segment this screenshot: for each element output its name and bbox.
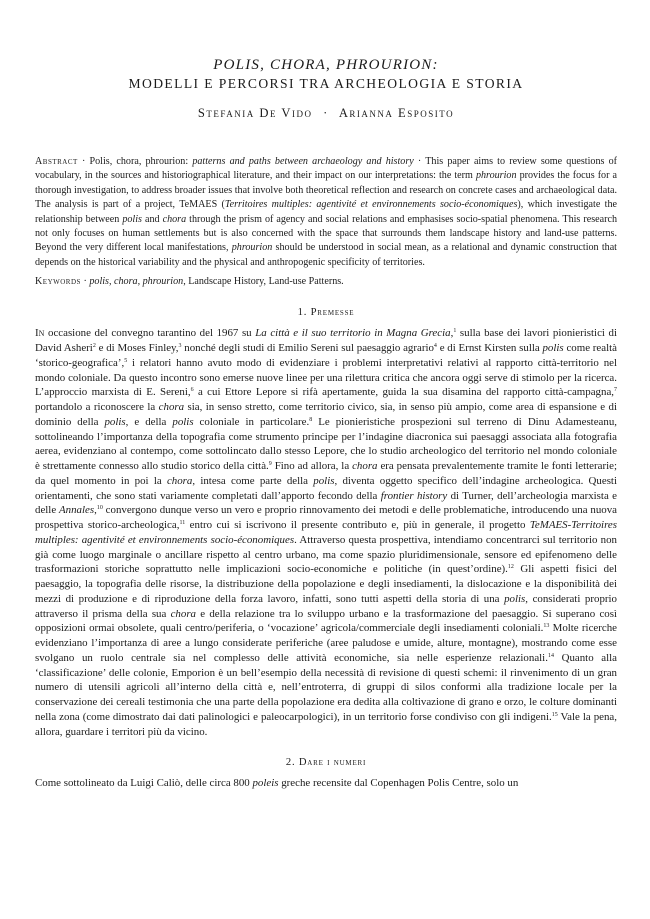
footnote-ref-15[interactable]: 15 bbox=[551, 711, 558, 718]
footnote-ref-9[interactable]: 9 bbox=[268, 461, 272, 467]
footnote-ref-2[interactable]: 2 bbox=[92, 343, 96, 349]
abstract-text: ), which investigate the relationship between bbox=[35, 199, 617, 225]
body-text: , bbox=[450, 327, 454, 340]
body-text: Gli aspetti fisici del paesaggio, la topografia delle risorse, la distribuzione della popolazione e degli insediamenti, la dislocazione e la disponibilità dei mezzi di produzione e di riproduzione della forza lavoro, infatti, sono tutti aspetti della storia di una bbox=[35, 563, 617, 605]
body-text: Come sottolineato da Luigi Caliò, delle circa 800 bbox=[35, 777, 253, 790]
abstract-text: provides the focus for a thorough investigation, to address broader issues that involve both theoretical reflection and research on concrete cases and archaeological data. The analysis is part of a project, TeMAES ( bbox=[35, 170, 617, 211]
footnote-ref-1[interactable]: 1 bbox=[453, 328, 457, 335]
footnote-ref-7[interactable]: 7 bbox=[614, 387, 617, 394]
body-text-italic: chora bbox=[352, 460, 378, 472]
section-1-paragraph bbox=[35, 326, 617, 739]
body-text: e di Ernst Kirsten sulla bbox=[436, 342, 543, 354]
body-text: entro cui si iscrivono il presente contributo e, più in generale, il progetto bbox=[185, 519, 530, 531]
body-text: Fino ad allora, la bbox=[271, 460, 353, 472]
abstract-text: Polis, chora, phrourion bbox=[89, 156, 186, 167]
abstract-text-italic: polis bbox=[122, 213, 142, 225]
abstract-text: : bbox=[185, 156, 193, 167]
body-text: sulla base dei lavori pionieristici di David Asheri bbox=[35, 327, 618, 354]
keywords-text-italic: polis, chora, phrourion bbox=[89, 276, 184, 288]
body-text: nonché degli studi di Emilio Sereni sul paesaggio agrario bbox=[181, 342, 434, 354]
body-text: Molte ricerche evidenziano l’importanza di aree a lungo considerate periferiche (aree paludose e umide, alture, montagne), mostrando come esse svolgano un ruolo centrale sia nel complesso delle attività economiche, sia nelle esperienze relazionali. bbox=[35, 622, 617, 664]
keywords-separator: · bbox=[83, 276, 87, 288]
keywords bbox=[35, 275, 617, 289]
footnote-ref-11[interactable]: 11 bbox=[179, 520, 186, 526]
body-text: Quanto alla ‘classificazione’ delle colonie, Emporion è un bell’esempio della necessità di revisione di questi schemi: il rinvenimento di un gran numero di utensili agricoli all’interno della città e, nell’entroterra, di gruppi di silos conformi alla tradizione locale per la conservazione dei cereali testimonia che una parte della popolazione era dedita alla coltivazione di grano e orzo, le colture dominanti nella zona (come dimostrato dai dati palinologici e paleocarpologici), in un territorio forse condiviso con gli indigeni. bbox=[35, 651, 617, 723]
section-2-heading: 2. Dare i numeri bbox=[285, 757, 367, 769]
footnote-ref-13[interactable]: 13 bbox=[543, 623, 550, 630]
body-text: a cui Ettore Lepore si rifà apertamente, guida la sua disamina del rapporto città-campagna, bbox=[193, 386, 614, 399]
footnote-ref-14[interactable]: 14 bbox=[547, 652, 554, 659]
abstract-text-italic: patterns and paths between archaeology and history bbox=[192, 156, 414, 167]
body-text: sia, in senso stretto, come territorio civico, sia, in senso più ampio, come area di espansione e di dominio della bbox=[35, 401, 617, 428]
body-text: coloniale in particolare. bbox=[193, 415, 310, 428]
body-text-italic: polis bbox=[542, 342, 564, 354]
body-text: . Attraverso questa prospettiva, intendiamo concentrarci sul territorio non già come luogo marginale o ancillare rispetto al centro urbano, ma come spazio pluridimensionale, sensore ed epifenomeno delle trasformazioni storiche soprattutto nelle implicazioni socio-economiche e politiche (in quest’ordine). bbox=[35, 533, 617, 576]
abstract-separator: · bbox=[81, 156, 86, 167]
body-text: , intesa come parte della bbox=[192, 474, 314, 487]
body-text: Le pionieristiche prospezioni sul terreno di Dinu Adamesteanu, sottolineando l’importanza della topografia come strumento principe per l’indagine diacronica sui paesaggi associata alla fotografia aerea, evidenziano al contempo, come sottolincato dallo stesso Lepore, che lo studio archeologico del territorio nel mondo coloniale è strettamente connesso allo studio storico della città. bbox=[35, 415, 617, 472]
body-text: , considerati proprio attraverso il prisma della sua bbox=[35, 592, 617, 620]
footnote-ref-5[interactable]: 5 bbox=[124, 357, 128, 364]
paper-title-line-2: MODELLI E PERCORSI TRA ARCHEOLOGIA E STORIA bbox=[128, 76, 524, 91]
body-text: , diventa oggetto specifico dell’indagine archeologica. Questi orientamenti, che sono stati variamente completati dall’apporto fecondo della bbox=[35, 474, 617, 502]
body-text: , bbox=[94, 504, 97, 517]
paper-title-line-1: POLIS, CHORA, PHROURION: bbox=[213, 57, 439, 73]
author-separator: · bbox=[323, 106, 329, 120]
abstract-text: and bbox=[141, 213, 163, 225]
footnote-ref-4[interactable]: 4 bbox=[433, 343, 437, 349]
body-text-italic: chora bbox=[158, 401, 185, 413]
section-1-heading: 1. Premesse bbox=[297, 307, 355, 319]
keywords-label: Keywords bbox=[35, 276, 81, 288]
abstract-text-italic: chora bbox=[162, 213, 187, 225]
abstract bbox=[35, 155, 617, 270]
body-text-italic: poleis bbox=[252, 777, 279, 790]
body-text: e di Moses Finley, bbox=[95, 342, 179, 354]
body-text-italic: polis bbox=[104, 415, 126, 428]
abstract-text-italic: phrourion bbox=[475, 170, 517, 182]
abstract-text: · This paper aims to review some questions of vocabulary, in the sources and historiographical literature, and their impact on our interpretations: the term bbox=[35, 156, 618, 182]
body-text-italic: polis bbox=[172, 415, 194, 428]
body-text: come realtà ‘storico-geografica’, bbox=[35, 342, 617, 369]
body-text-italic: Annales bbox=[59, 504, 95, 517]
author-2: Arianna Esposito bbox=[338, 106, 455, 120]
body-text: greche recensite dal Copenhagen Polis Centre, solo un bbox=[278, 777, 519, 790]
body-text-italic: polis bbox=[313, 474, 335, 487]
abstract-text: should be understood in social mean, as a relational and dynamic construction that depends on the historical variability and the physical and anthropogenic specificity of territories. bbox=[35, 242, 617, 268]
body-text-italic: La città e il suo territorio in Magna Grecia bbox=[255, 327, 451, 340]
body-text: portandolo a riconoscere la bbox=[35, 401, 159, 413]
body-text-italic: chora bbox=[170, 607, 197, 620]
footnote-ref-3[interactable]: 3 bbox=[178, 343, 182, 349]
footnote-ref-12[interactable]: 12 bbox=[507, 564, 514, 571]
body-text: Vale la pena, allora, guardare i territori più da vicino. bbox=[35, 710, 617, 738]
footnote-ref-10[interactable]: 10 bbox=[96, 505, 103, 512]
author-1: Stefania De Vido bbox=[197, 106, 313, 120]
body-text: e della relazione tra lo sviluppo urbano e la trasformazione del paesaggio. Si superano così opposizioni ormai obsolete, quali centro/periferia, o ‘vocazione’ agricola/commerciale degli insediamenti coloniali. bbox=[35, 607, 617, 635]
keywords-text: , Landscape History, Land-use Patterns. bbox=[183, 276, 344, 288]
abstract-text: through the prism of agency and social relations and emphasises socio-spatial phenomena. This research not only focuses on human settlements but is also concerned with the space that surrounds them landscape history and land-use patterns. Beyond the very different local manifestations, bbox=[35, 213, 617, 254]
body-text-italic: TeMAES-Territoires multiples: agentivité et environnements socio-économiques bbox=[35, 519, 617, 546]
body-text-italic: chora bbox=[166, 474, 193, 487]
body-text-italic: polis bbox=[504, 592, 526, 605]
paragraph-initial-word: In bbox=[35, 327, 45, 340]
footnote-ref-6[interactable]: 6 bbox=[190, 387, 194, 394]
authors-line bbox=[35, 106, 617, 121]
body-text-italic: frontier history bbox=[380, 489, 448, 502]
body-text: occasione del convegno tarantino del 1967 su bbox=[44, 327, 256, 340]
body-text: di Turner, dell’archeologia marxista e delle bbox=[35, 489, 617, 517]
body-text: , e della bbox=[125, 415, 173, 428]
abstract-text-italic: Territoires multiples: agentivité et environnements socio-économiques bbox=[224, 199, 518, 211]
section-2-paragraph bbox=[35, 776, 617, 791]
body-text: convergono dunque verso un vero e proprio rinnovamento dei metodi e delle problematiche, introducendo una nuova prospettiva storico-archeologica, bbox=[35, 504, 617, 531]
body-text: i relatori hanno avuto modo di evidenziare i problemi interpretativi relativi al rapporto città-territorio nel mondo coloniale. Da questo incontro sono emerse nuove linee per una rilettura critica che ancora oggi serve di stimolo per la ricerca. L’approccio marxista di E. Sereni, bbox=[35, 356, 617, 399]
abstract-text-italic: phrourion bbox=[231, 242, 273, 254]
footnote-ref-8[interactable]: 8 bbox=[309, 416, 313, 423]
body-text: era pensata prevalentemente tramite le fonti letterarie; da quel momento in poi la bbox=[35, 460, 617, 487]
abstract-label: Abstract bbox=[35, 156, 78, 167]
